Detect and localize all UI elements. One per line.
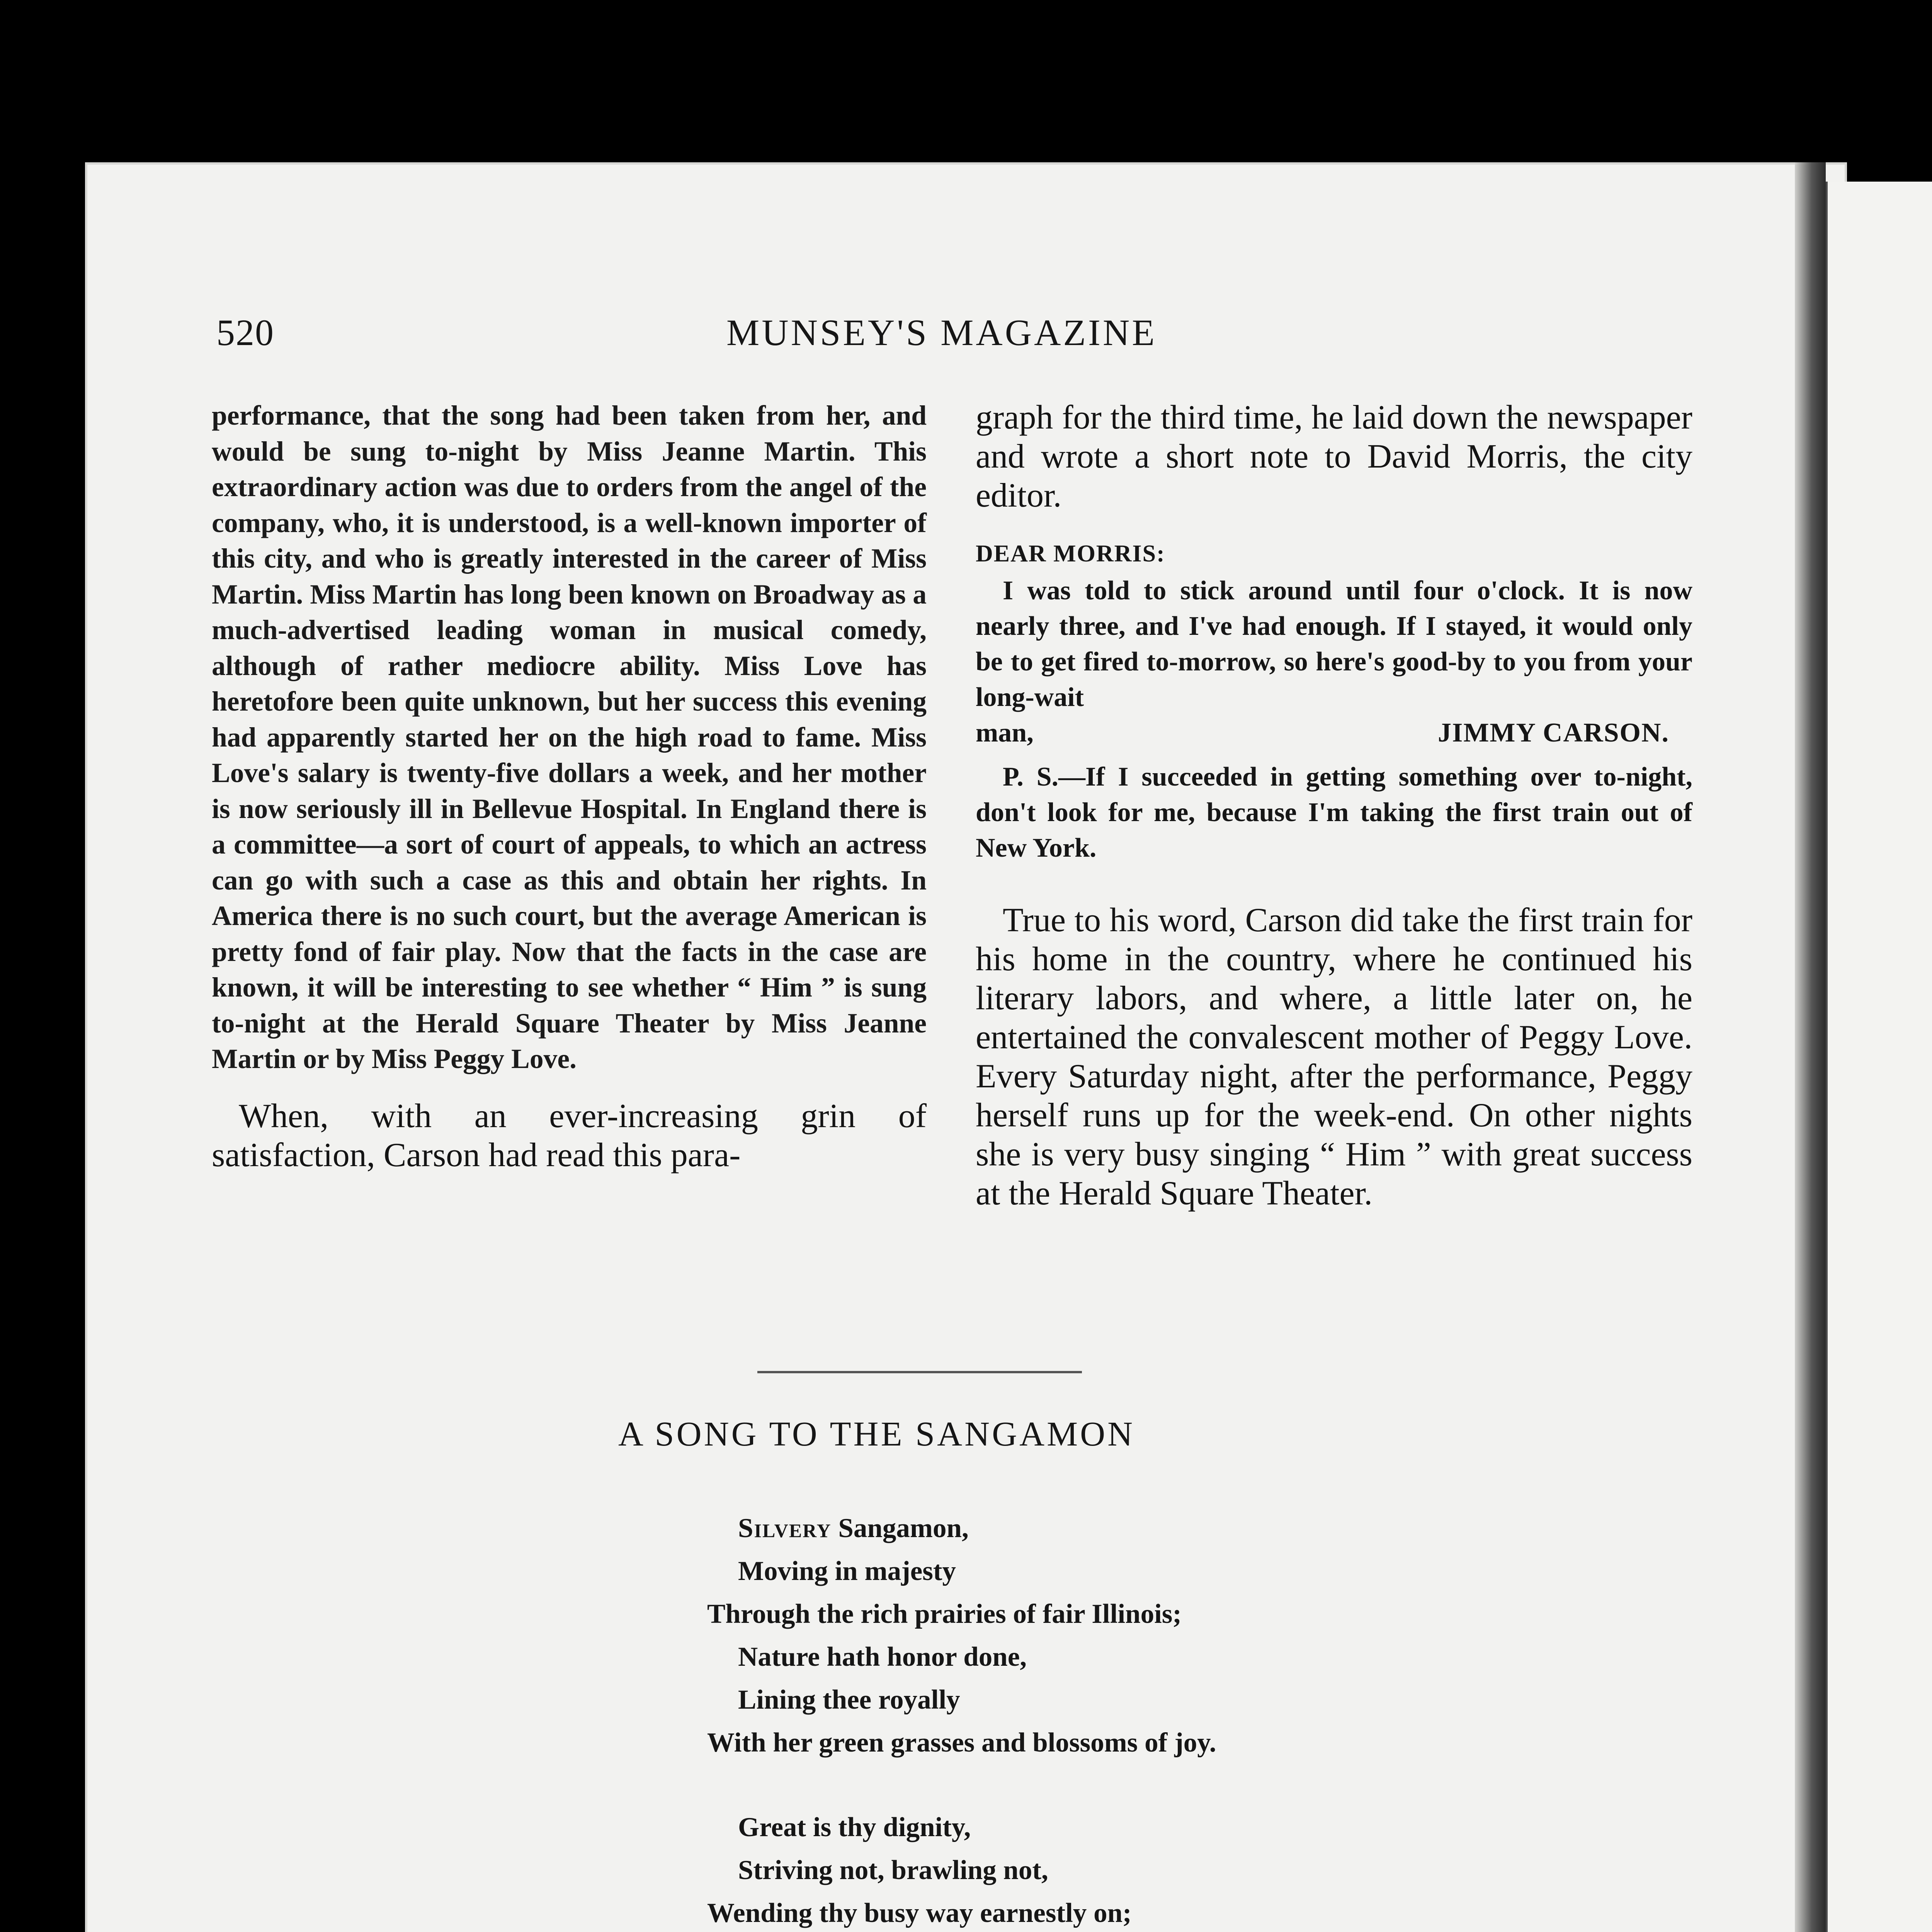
right-column <box>976 398 1692 1213</box>
newspaper-clipping: performance, that the song had been taken from her, and would be sung to-night by Miss Jeanne Martin. This extraordinary action was due to orders from the angel of the company, who, it is understood, is a well-known importer of this city, and who is greatly interested in the career of Miss Martin. Miss Martin has long been known on Broadway as a much-advertised leading woman in musical comedy, although of rather mediocre ability. Miss Love has heretofore been quite unknown, but her success this evening had apparently started her on the high road to fame. Miss Love's salary is twenty-five dollars a week, and her mother is now seriously ill in Bellevue Hospital. In England there is a committee—a sort of court of appeals, to which an actress can go with such a case as this and obtain her rights. In America there is no such court, but the average American is pretty fond of fair play. Now that the facts in the case are known, it will be interesting to see whether “ Him ” is sung to-night at the Herald Square Theater by Miss Jeanne Martin or by Miss Peggy Love. <box>212 400 927 1074</box>
letter-signature: JIMMY CARSON. <box>1438 718 1669 748</box>
letter <box>976 538 1692 866</box>
poem-title: A SONG TO THE SANGAMON <box>618 1415 1135 1453</box>
poem-line: Through the rich prairies of fair Illinois; <box>707 1599 1182 1629</box>
letter-postscript: P. S.—If I succeeded in getting something over to-night, don't look for me, because I'm taking the first train out of New York. <box>976 762 1692 863</box>
page-number: 520 <box>216 312 274 353</box>
poem-first-word: Silvery <box>738 1513 832 1543</box>
running-head: MUNSEY'S MAGAZINE <box>726 312 1157 353</box>
poem-line: With her green grasses and blossoms of joy. <box>707 1728 1216 1758</box>
poem-line: Nature hath honor done, <box>738 1642 1027 1672</box>
letter-closing-word: man, <box>976 718 1034 748</box>
poem-line: Striving not, brawling not, <box>738 1855 1048 1885</box>
letter-salutation: DEAR MORRIS: <box>976 541 1165 567</box>
narrative-paragraph: When, with an ever-increasing grin of satisfaction, Carson had read this para- <box>212 1097 927 1174</box>
poem-line <box>707 1507 1480 1550</box>
facing-page <box>1828 182 1932 1932</box>
letter-body: I was told to stick around until four o'clock. It is now nearly three, and I've had enough. If I stayed, it would only be to get fired to-morrow, so here's good-by to you from your long-wait <box>976 576 1692 712</box>
narrative-continuation: graph for the third time, he laid down the newspaper and wrote a short note to David Morris, the city editor. <box>976 399 1692 514</box>
closing-paragraph: True to his word, Carson did take the first train for his home in the country, where he continued his literary labors, and where, a little later on, he entertained the convalescent mother of Peggy Love. Every Saturday night, after the performance, Peggy herself runs up for the week-end. On other nights she is very busy singing “ Him ” with great success at the Herald Square Theater. <box>976 901 1692 1212</box>
left-column <box>212 398 927 1175</box>
page-edge <box>1795 162 1826 1932</box>
poem-line: Wending thy busy way earnestly on; <box>707 1898 1132 1928</box>
page-header <box>216 311 1723 365</box>
section-divider <box>757 1371 1082 1373</box>
poem-stanza <box>707 1507 1480 1764</box>
poem-line: Lining thee royally <box>738 1685 960 1715</box>
poem-line: Moving in majesty <box>738 1556 956 1586</box>
poem <box>707 1507 1480 1932</box>
poem-line: Great is thy dignity, <box>738 1812 971 1842</box>
poem-line-text: Sangamon, <box>831 1513 969 1543</box>
poem-stanza <box>707 1806 1480 1932</box>
letter-signature-line <box>976 715 1692 751</box>
